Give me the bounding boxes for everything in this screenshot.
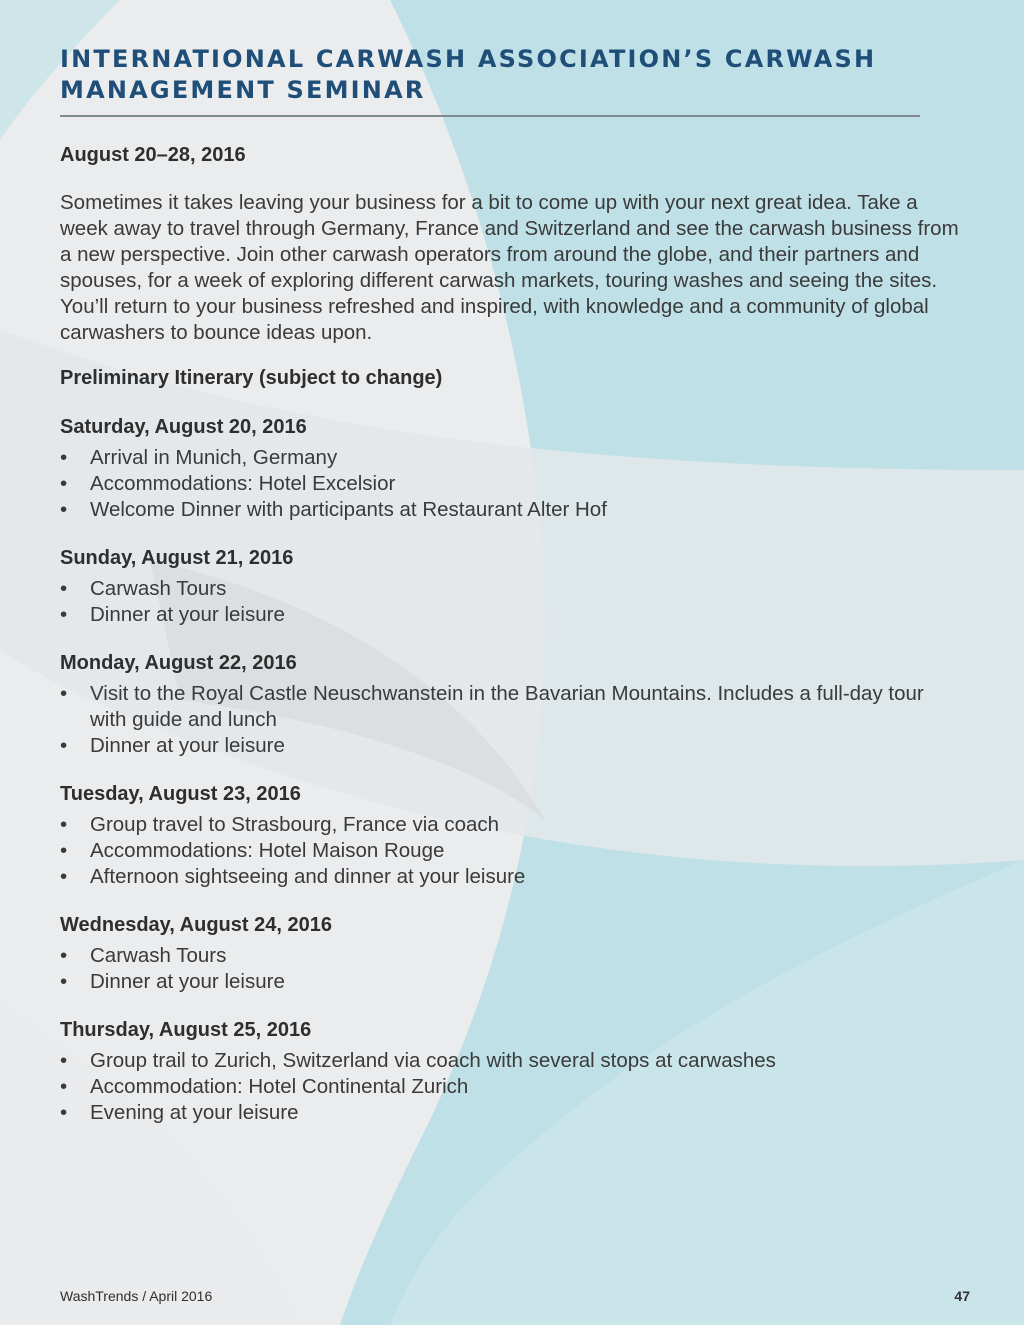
event-dates: August 20–28, 2016: [60, 144, 246, 166]
footer-publication: WashTrends / April 2016: [60, 1288, 213, 1304]
list-item: • Group trail to Zurich, Switzerland via coach with several stops at carwashes: [60, 1048, 960, 1074]
list-item: • Carwash Tours: [60, 943, 960, 969]
day-items: [60, 1048, 960, 1126]
list-item: • Dinner at your leisure: [60, 733, 960, 759]
list-item: • Afternoon sightseeing and dinner at your leisure: [60, 864, 960, 890]
list-item: • Group travel to Strasbourg, France via coach: [60, 812, 960, 838]
day-heading: Thursday, August 25, 2016: [60, 1019, 312, 1041]
day-items: [60, 681, 960, 759]
list-item: • Accommodations: Hotel Maison Rouge: [60, 838, 960, 864]
list-item: • Dinner at your leisure: [60, 602, 960, 628]
day-items: [60, 812, 960, 890]
list-item: • Visit to the Royal Castle Neuschwanstein in the Bavarian Mountains. Includes a full-day tour with guide and lunch: [60, 681, 960, 733]
day-heading: Monday, August 22, 2016: [60, 652, 297, 674]
page-number: 47: [954, 1288, 970, 1304]
list-item: • Accommodation: Hotel Continental Zurich: [60, 1074, 960, 1100]
title-divider: [60, 115, 920, 117]
intro-paragraph: Sometimes it takes leaving your business for a bit to come up with your next great idea. Take a week away to travel through Germany, France and Switzerland and see the carwash business from a new perspective. Join other carwash operators from around the globe, and their partners and spouses, for a week of exploring different carwash markets, touring washes and seeing the sites. You’ll return to your business refreshed and inspired, with knowledge and a community of global carwashers to bounce ideas upon.: [60, 191, 959, 344]
itinerary-day-wednesday: [60, 910, 960, 995]
page-title: INTERNATIONAL CARWASH ASSOCIATION’S CARWASH MANAGEMENT SEMINAR: [60, 45, 877, 104]
day-heading: Sunday, August 21, 2016: [60, 547, 294, 569]
list-item: • Welcome Dinner with participants at Restaurant Alter Hof: [60, 497, 960, 523]
itinerary-heading: Preliminary Itinerary (subject to change): [60, 367, 443, 389]
itinerary-day-monday: [60, 648, 960, 759]
itinerary-day-thursday: [60, 1015, 960, 1126]
article-body: [60, 140, 960, 1146]
day-items: [60, 445, 960, 523]
day-items: [60, 943, 960, 995]
list-item: • Arrival in Munich, Germany: [60, 445, 960, 471]
day-items: [60, 576, 960, 628]
itinerary-day-sunday: [60, 543, 960, 628]
itinerary-day-tuesday: [60, 779, 960, 890]
day-heading: Tuesday, August 23, 2016: [60, 783, 301, 805]
day-heading: Saturday, August 20, 2016: [60, 416, 307, 438]
list-item: • Accommodations: Hotel Excelsior: [60, 471, 960, 497]
day-heading: Wednesday, August 24, 2016: [60, 914, 332, 936]
list-item: • Carwash Tours: [60, 576, 960, 602]
itinerary-day-saturday: [60, 412, 960, 523]
list-item: • Evening at your leisure: [60, 1100, 960, 1126]
list-item: • Dinner at your leisure: [60, 969, 960, 995]
